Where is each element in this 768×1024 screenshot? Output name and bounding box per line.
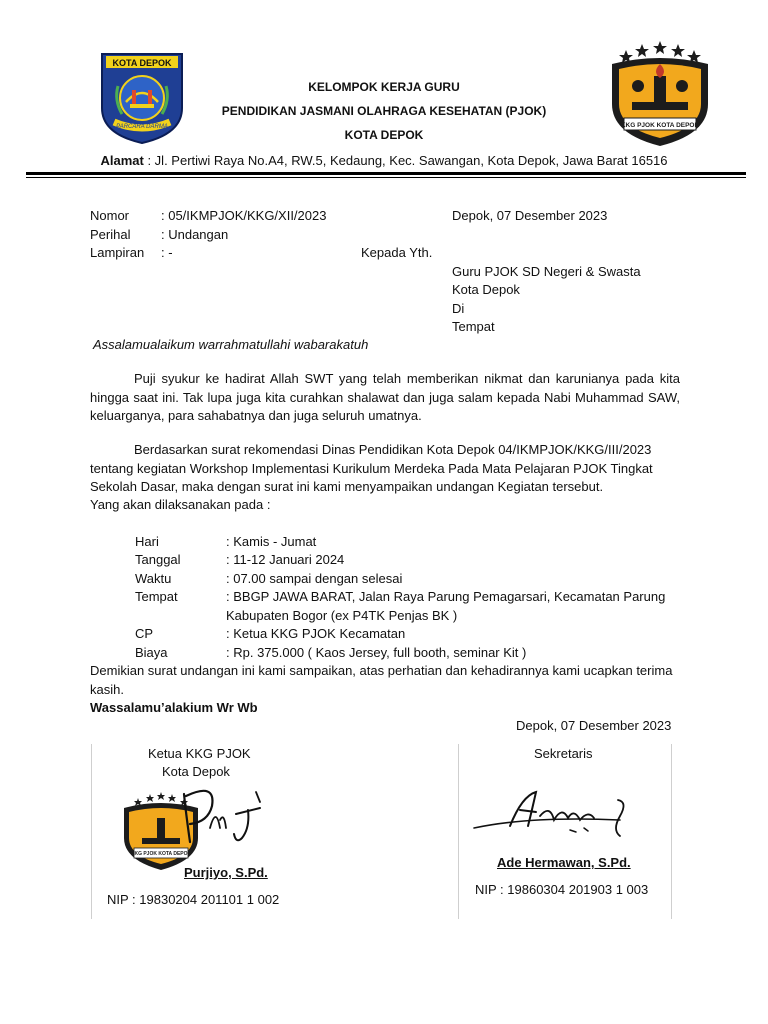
- svg-text:KKG PJOK KOTA DEPOK: KKG PJOK KOTA DEPOK: [620, 122, 700, 129]
- nomor-label: Nomor: [90, 208, 130, 223]
- detail-tempat-value: : BBGP JAWA BARAT, Jalan Raya Parung Pemagarsari, Kecamatan Parung: [226, 589, 666, 604]
- svg-text:KOTA DEPOK: KOTA DEPOK: [112, 58, 172, 68]
- org-name-line1: KELOMPOK KERJA GURU: [308, 80, 460, 94]
- perihal-label: Perihal: [90, 227, 131, 242]
- left-signer-name: Purjiyo, S.Pd.: [184, 865, 268, 880]
- signature-box-left-border: [91, 744, 92, 919]
- recipient-line-4: Tempat: [452, 319, 495, 334]
- signature-box-middle-border: [458, 744, 459, 919]
- detail-waktu-label: Waktu: [135, 571, 172, 586]
- kepada-label: Kepada Yth.: [361, 245, 433, 260]
- recipient-line-1: Guru PJOK SD Negeri & Swasta: [452, 264, 641, 279]
- nomor-value: : 05/IKMPJOK/KKG/XII/2023: [161, 208, 327, 223]
- lampiran-label: Lampiran: [90, 245, 145, 260]
- right-signer-title: Sekretaris: [534, 746, 593, 761]
- closing-salam: Wassalamu’alakium Wr Wb: [90, 700, 258, 715]
- left-signer-title: Ketua KKG PJOK: [148, 746, 251, 761]
- left-signer-subtitle: Kota Depok: [162, 764, 230, 779]
- right-signer-nip: NIP : 19860304 201903 1 003: [475, 882, 649, 897]
- left-signature-scribble: [176, 784, 272, 854]
- signing-date: Depok, 07 Desember 2023: [516, 718, 672, 733]
- detail-cp-value: : Ketua KKG PJOK Kecamatan: [226, 626, 406, 641]
- detail-biaya-label: Biaya: [135, 645, 168, 660]
- org-name-line3: KOTA DEPOK: [344, 128, 424, 142]
- recipient-line-2: Kota Depok: [452, 282, 520, 297]
- detail-tanggal-value: : 11-12 Januari 2024: [226, 552, 345, 567]
- detail-tanggal-label: Tanggal: [135, 552, 181, 567]
- perihal-value: : Undangan: [161, 227, 229, 242]
- address-line: [0, 153, 768, 168]
- signature-box-right-border: [671, 744, 672, 919]
- detail-tempat-value-2: Kabupaten Bogor (ex P4TK Penjas BK ): [226, 608, 458, 623]
- paragraph-1: Puji syukur ke hadirat Allah SWT yang telah memberikan nikmat dan karunianya pada kita hingga saat ini. Tak lupa juga kita curahkan shalawat dan juga salam kepada Nabi Muhammad SAW, keluarganya, para sahabatnya dan juga seluruh umatnya.: [90, 371, 680, 423]
- detail-biaya-value: : Rp. 375.000 ( Kaos Jersey, full booth, seminar Kit ): [226, 645, 527, 660]
- address-text: : Jl. Pertiwi Raya No.A4, RW.5, Kedaung, Kec. Sawangan, Kota Depok, Jawa Barat 16516: [147, 153, 668, 168]
- detail-waktu-value: : 07.00 sampai dengan selesai: [226, 571, 403, 586]
- closing-paragraph: Demikian surat undangan ini kami sampaikan, atas perhatian dan kehadirannya kami ucapkan terima kasih.: [90, 663, 673, 697]
- detail-tempat-label: Tempat: [135, 589, 178, 604]
- letter-date: Depok, 07 Desember 2023: [452, 208, 608, 223]
- left-signer-nip: NIP : 19830204 201101 1 002: [107, 892, 280, 907]
- svg-text:PARCARA DARMA: PARCARA DARMA: [116, 124, 168, 130]
- recipient-line-3: Di: [452, 301, 465, 316]
- header-divider-thin: [26, 177, 746, 178]
- greeting: Assalamualaikum warrahmatullahi wabarakatuh: [93, 337, 369, 352]
- header-divider-thick: [26, 172, 746, 175]
- lampiran-value: : -: [161, 245, 173, 260]
- paragraph-2-tail: Yang akan dilaksanakan pada :: [90, 497, 271, 512]
- paragraph-2: Berdasarkan surat rekomendasi Dinas Pendidikan Kota Depok 04/IKMPJOK/KKG/III/2023 tentang kegiatan Workshop Implementasi Kurikulum Merdeka Pada Mata Pelajaran PJOK Tingkat Sekolah Dasar, maka dengan surat ini kami menyampaikan undangan Kegiatan tersebut.: [90, 442, 653, 494]
- detail-hari-value: : Kamis - Jumat: [226, 534, 317, 549]
- svg-text:KKG PJOK KOTA DEPOK: KKG PJOK KOTA DEPOK: [130, 851, 192, 857]
- address-label: Alamat: [100, 153, 144, 168]
- right-signer-name: Ade Hermawan, S.Pd.: [497, 855, 631, 870]
- right-signature-scribble: [470, 786, 640, 848]
- detail-hari-label: Hari: [135, 534, 159, 549]
- org-name-line2: PENDIDIKAN JASMANI OLAHRAGA KESEHATAN (PJOK): [221, 104, 547, 118]
- detail-cp-label: CP: [135, 626, 154, 641]
